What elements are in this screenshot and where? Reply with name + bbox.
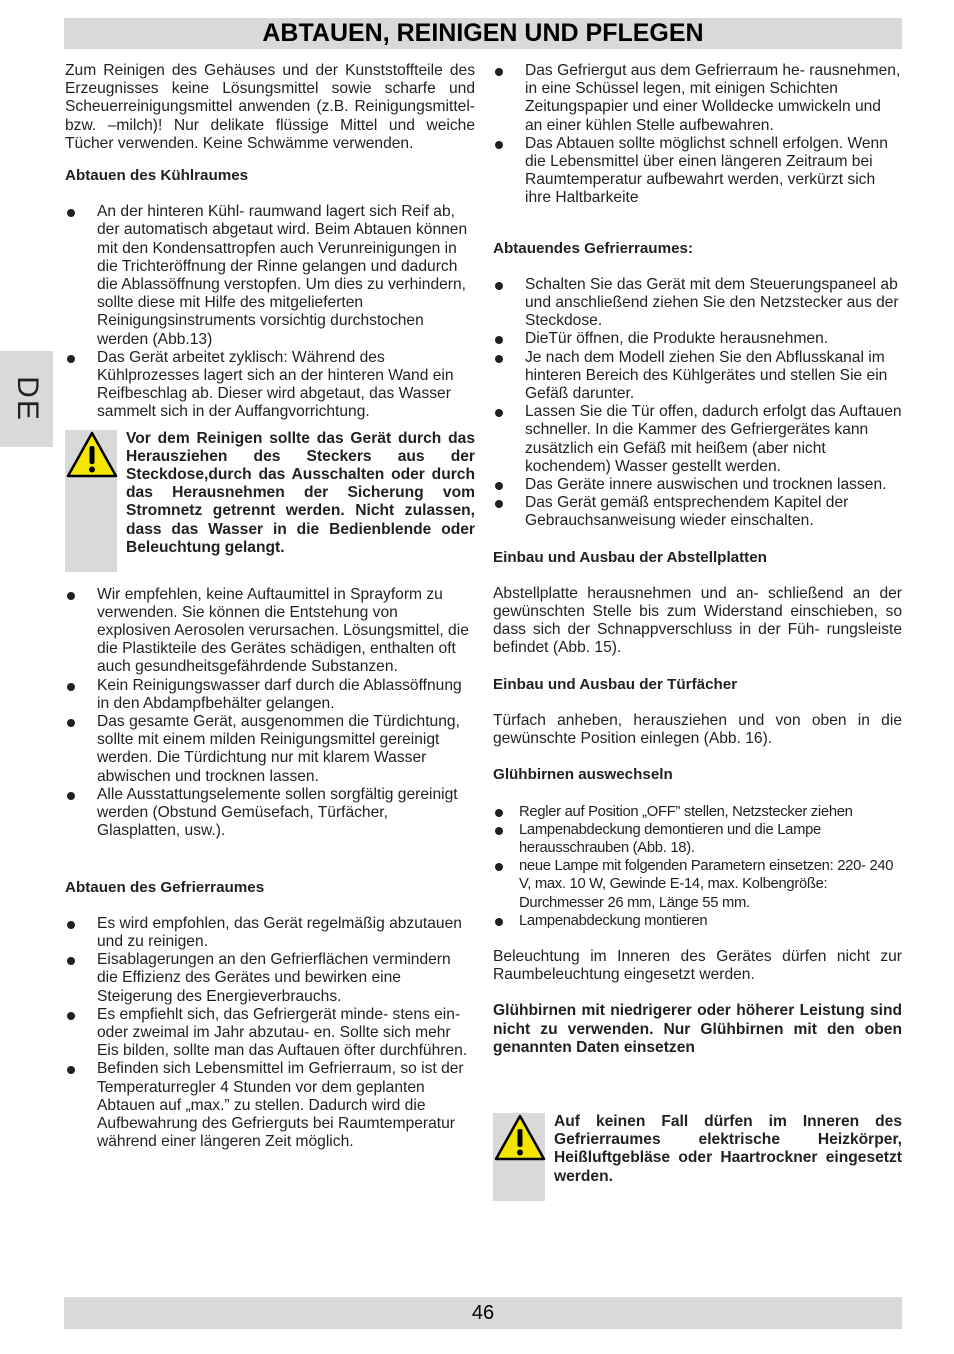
- list-item: Wir empfehlen, keine Auftaumittel in Sprayform zu verwenden. Sie können die Entstehung von explosiven Aerosolen verursachen. Lösungsmittel, die die Plastikteile des Gerätes schädigen, enthalten oft auch gesundheitsgefährdende Substanzen.: [65, 586, 475, 677]
- heading-gluehbirnen: Glühbirnen auswechseln: [493, 766, 673, 784]
- warning-text: Auf keinen Fall dürfen im Inneren des Gefrierraumes elektrische Heizkörper, Heißluftgebläse oder Haartrockner eingesetzt werden.: [554, 1112, 902, 1185]
- list-reinigung: [65, 586, 475, 841]
- list-item: neue Lampe mit folgenden Parametern einsetzen: 220- 240 V, max. 10 W, Gewinde E-14, max. Kolbengröße: Durchmesser 26 mm, Länge 55 mm.: [493, 857, 902, 912]
- list-gefrierraum: [65, 915, 475, 1152]
- list-item: Das Gerät arbeitet zyklisch: Während des Kühlprozesses lagert sich an der hinteren Wand ein Reifbeschlag ab. Dieser wird abgetaut, das Wasser sammelt sich in der Auffangvorrichtung.: [65, 349, 475, 422]
- page-number: 46: [471, 1302, 495, 1324]
- warning-text: Vor dem Reinigen sollte das Gerät durch das Herausziehen des Steckers aus der Steckdose,durch das Ausschalten oder durch das Herausnehmen der Sicherung vom Stromnetz getrennt werden. Nicht zulassen, dass das Wasser in die Bedienblende oder Beleuchtung gelangt.: [126, 429, 475, 556]
- list-item: Das gesamte Gerät, ausgenommen die Türdichtung, sollte mit einem milden Reinigungsmittel gereinigt werden. Die Türdichtung nur mit klarem Wasser abwischen und trocknen lassen.: [65, 713, 475, 786]
- list-item: DieTür öffnen, die Produkte herausnehmen.: [493, 330, 902, 348]
- list-abtauendes: [493, 276, 902, 531]
- list-item: Je nach dem Modell ziehen Sie den Abflusskanal im hinteren Bereich des Kühlgerätes und stellen Sie ein Gefäß darunter.: [493, 349, 902, 404]
- left-column: [65, 62, 475, 1151]
- list-item: Regler auf Position „OFF” stellen, Netzstecker ziehen: [493, 803, 902, 821]
- bold-note-gluehbirnen: Glühbirnen mit niedrigerer oder höherer Leistung sind nicht zu verwenden. Nur Glühbirnen mit den oben genannten Daten einsetzen: [493, 1002, 902, 1056]
- text-beleuchtung: Beleuchtung im Inneren des Gerätes dürfen nicht zur Raumbeleuchtung eingesetzt werden.: [493, 947, 902, 984]
- list-item: Das Gefriergut aus dem Gefrierraum he- rausnehmen, in eine Schüssel legen, mit einigen Schichten Zeitungspapier und einer Wolldecke umwickeln und an einer kühlen Stelle aufbewahren.: [493, 62, 902, 135]
- language-tab-label: DE: [10, 376, 44, 422]
- list-item: Das Abtauen sollte möglichst schnell erfolgen. Wenn die Lebensmittel über einen längeren Zeitraum bei Raumtemperatur aufbewahrt werden, verkürzt sich ihre Haltbarkeite: [493, 135, 902, 208]
- page-title: ABTAUEN, REINIGEN UND PFLEGEN: [262, 19, 704, 47]
- list-item: Das Geräte innere auswischen und trocknen lassen.: [493, 476, 902, 494]
- list-item: Schalten Sie das Gerät mit dem Steuerungspaneel ab und anschließend ziehen Sie den Netzstecker aus der Steckdose.: [493, 276, 902, 331]
- warning-triangle-icon: [66, 430, 118, 485]
- language-tab: [0, 351, 53, 447]
- list-item: Befinden sich Lebensmittel im Gefrierraum, so ist der Temperaturregler 4 Stunden vor dem geplanten Abtauen auf „max.” zu stellen. Dadurch wird die Aufbewahrung des Gefrierguts bei Raumtemperatur während einer längeren Zeit möglich.: [65, 1060, 475, 1151]
- text-tuerfaecher: Türfach anheben, herausziehen und von oben in die gewünschte Position einlegen (Abb. 16).: [493, 711, 902, 748]
- heading-tuerfaecher: Einbau und Ausbau der Türfächer: [493, 675, 738, 693]
- list-kuehlraum: [65, 203, 475, 421]
- list-item: Das Gerät gemäß entsprechendem Kapitel der Gebrauchsanweisung wieder einschalten.: [493, 494, 902, 530]
- header-bar: [64, 18, 902, 49]
- warning-box: [493, 1113, 902, 1201]
- list-gefriergut: [493, 62, 902, 208]
- intro-paragraph: Zum Reinigen des Gehäuses und der Kunststoffteile des Erzeugnisses keine Lösungsmittel sowie scharfe und Scheuerreinigungsmittel anwenden (z.B. Reinigungsmittel- bzw. –milch)! Nur delikate flüssige Mittel und weiche Tücher verwenden. Keine Schwämme verwenden.: [65, 62, 475, 152]
- list-item: Es empfiehlt sich, das Gefriergerät minde- stens ein- oder zweimal im Jahr abzutau- en. Sollte sich mehr Eis bilden, sollte man das Auftauen öfter durchführen.: [65, 1006, 475, 1061]
- list-item: An der hinteren Kühl- raumwand lagert sich Reif ab, der automatisch abgetaut wird. Beim Abtauen können mit den Kondensattropfen auch Verunreinigungen in die Trichteröffnung der Rinne gelangen und dadurch die Ablassöffnung verstopfen. Um dies zu verhindern, sollte diese mit Hilfe des mitgelieferten Reinigungsinstruments vorsichtig durchstochen werden (Abb.13): [65, 203, 475, 349]
- text-abstellplatten: Abstellplatte herausnehmen und an- schließend an der gewünschten Stelle bis zum Widerstand einschieben, so dass sich der Schnappverschluss in der Füh- rungsleiste befindet (Abb. 15).: [493, 584, 902, 657]
- list-item: Lassen Sie die Tür offen, dadurch erfolgt das Auftauen schneller. In die Kammer des Gefriergerätes kann zusätzlich ein Gefäß mit heißem (aber nicht kochendem) Wasser gestellt werden.: [493, 403, 902, 476]
- heading-gefrierraum: Abtauen des Gefrierraumes: [65, 878, 265, 896]
- warning-box: [65, 430, 475, 572]
- list-item: Lampenabdeckung montieren: [493, 912, 902, 930]
- right-column: [493, 62, 902, 1201]
- list-item: Lampenabdeckung demontieren und die Lampe herausschrauben (Abb. 18).: [493, 821, 902, 857]
- list-item: Alle Ausstattungselemente sollen sorgfältig gereinigt werden (Obstund Gemüsefach, Türfächer, Glasplatten, usw.).: [65, 786, 475, 841]
- heading-abtauendes: Abtauendes Gefrierraumes:: [493, 239, 694, 257]
- list-item: Eisablagerungen an den Gefrierflächen vermindern die Effizienz des Gerätes und bewirken eine Steigerung des Energieverbrauchs.: [65, 951, 475, 1006]
- footer-bar: [64, 1297, 902, 1329]
- list-gluehbirnen: [493, 803, 902, 930]
- warning-triangle-icon: [494, 1113, 546, 1168]
- list-item: Kein Reinigungswasser darf durch die Ablassöffnung in den Abdampfbehälter gelangen.: [65, 677, 475, 713]
- heading-kuehlraum: Abtauen des Kühlraumes: [65, 167, 249, 185]
- heading-abstellplatten: Einbau und Ausbau der Abstellplatten: [493, 548, 767, 566]
- warning-side-band: [65, 430, 117, 572]
- warning-side-band: [493, 1113, 545, 1201]
- list-item: Es wird empfohlen, das Gerät regelmäßig abzutauen und zu reinigen.: [65, 915, 475, 951]
